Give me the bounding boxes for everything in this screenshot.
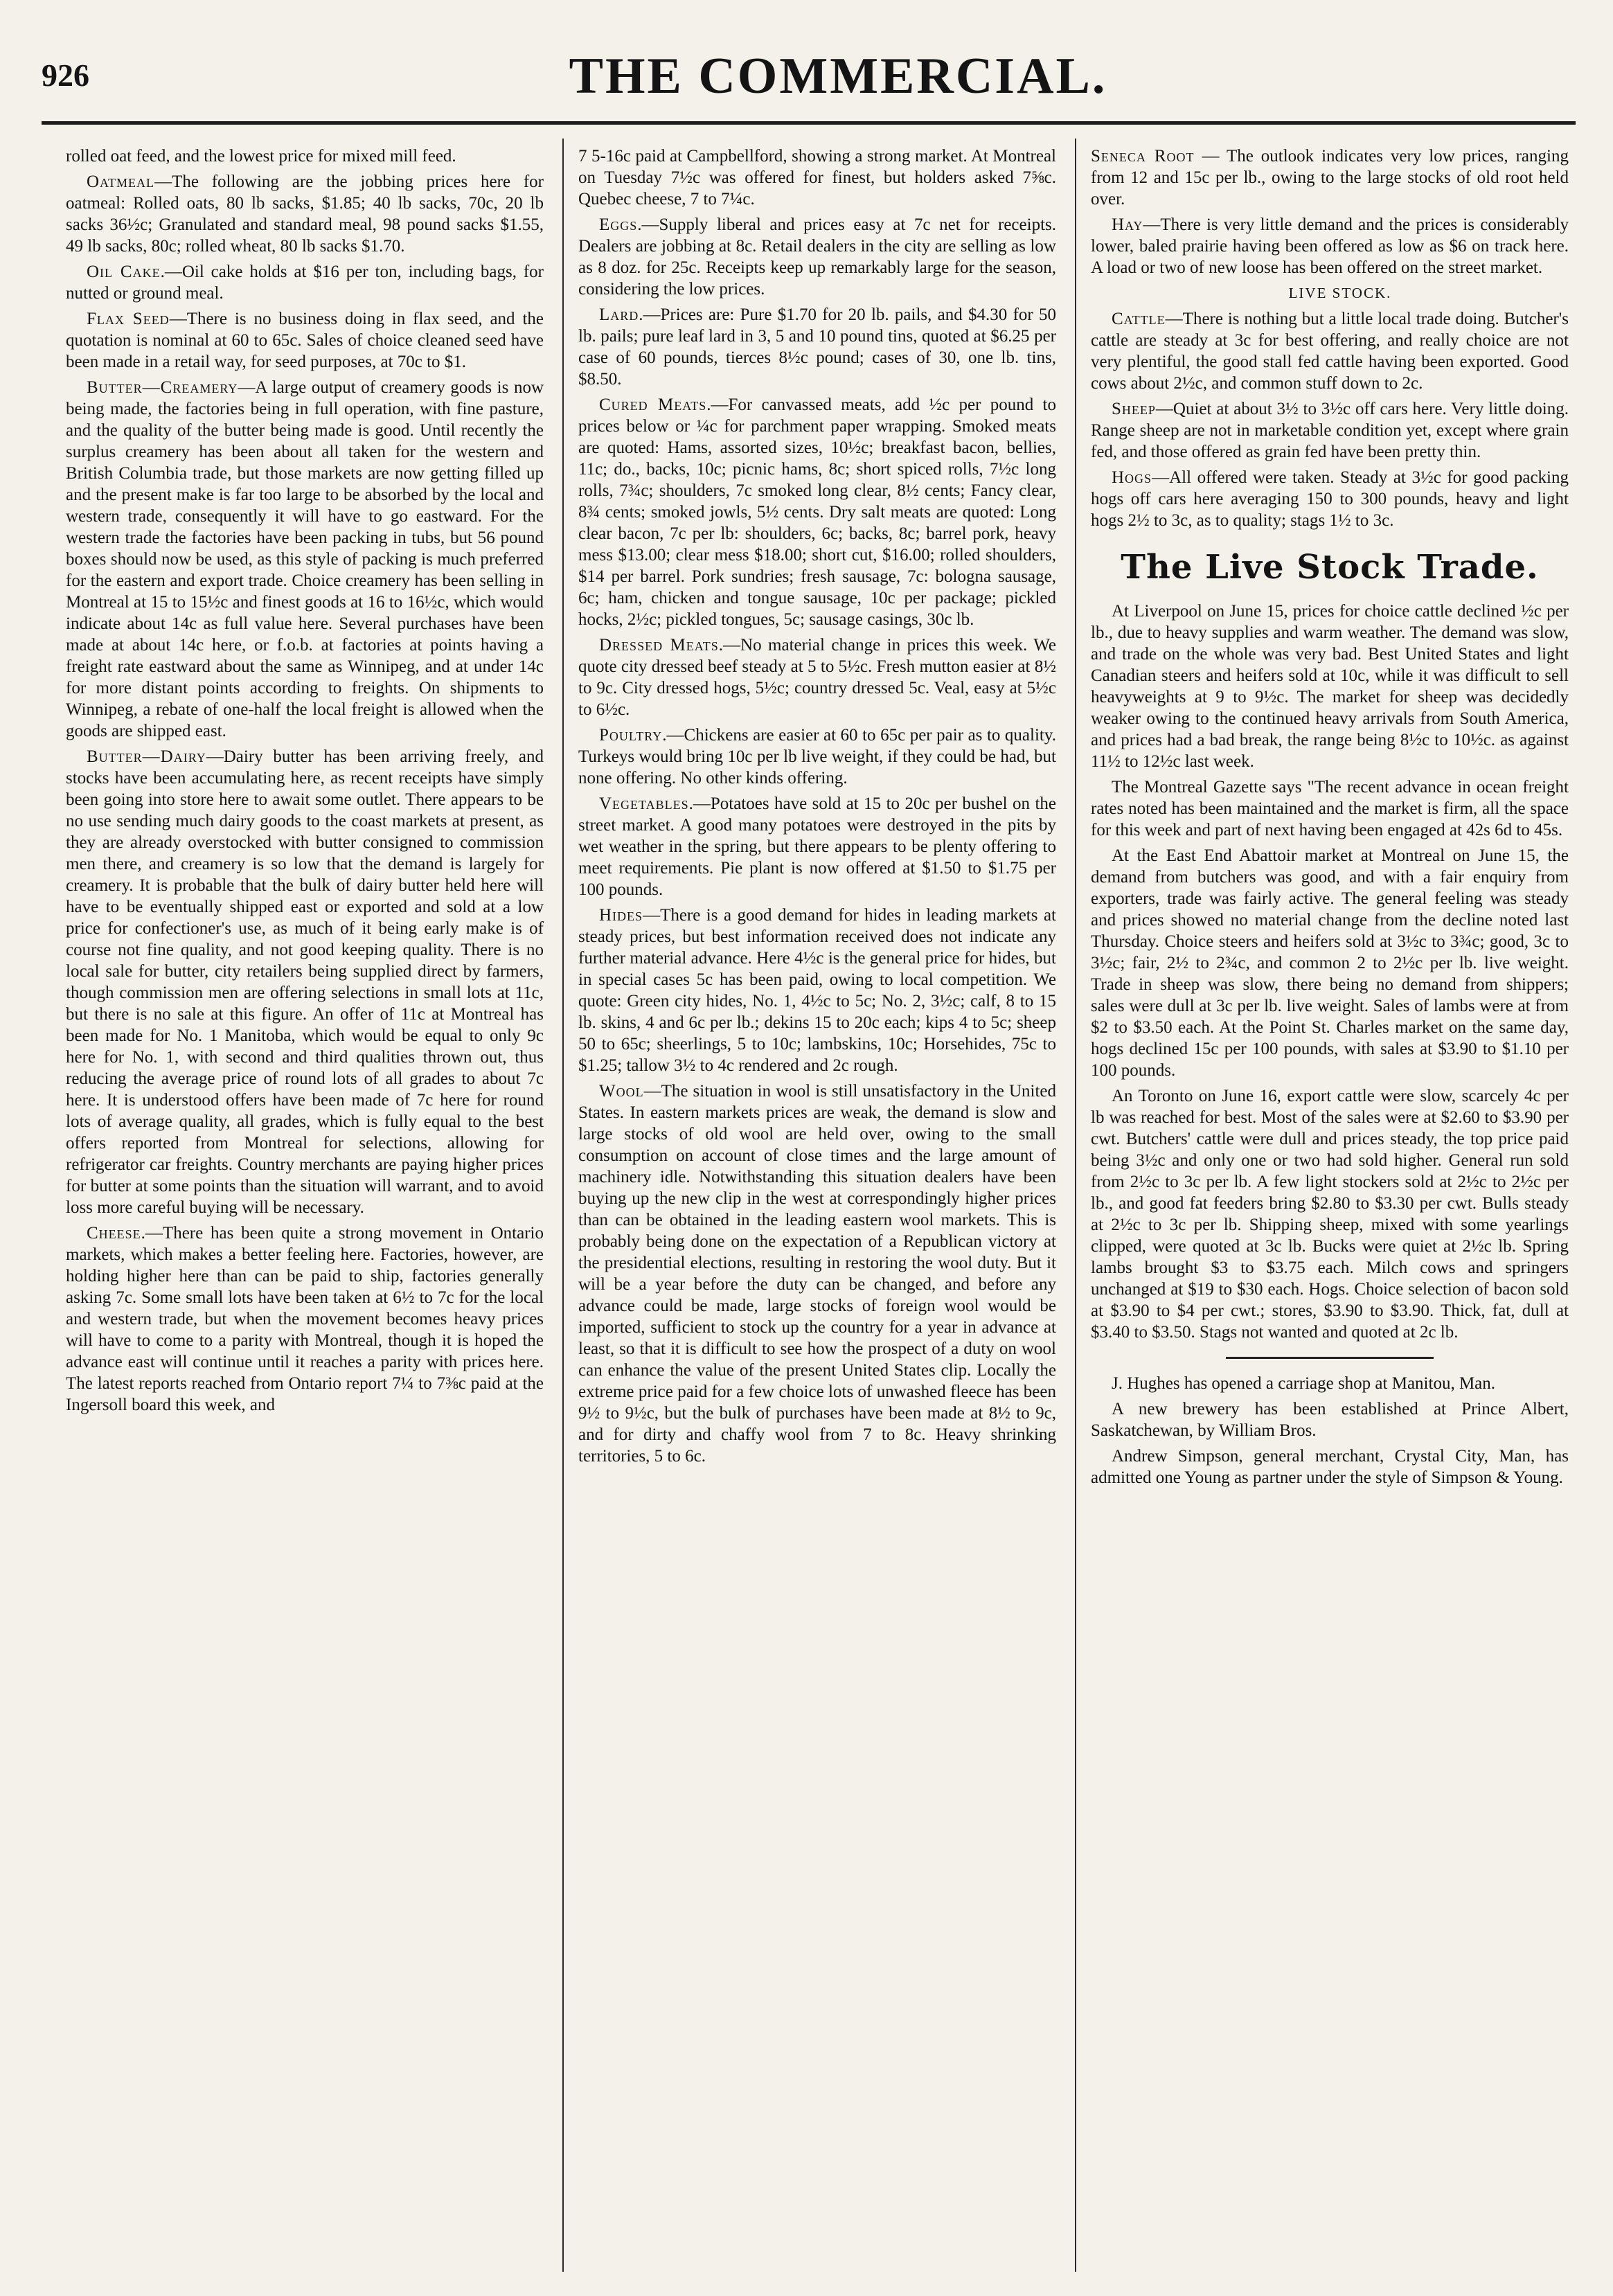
page-header (42, 47, 1565, 109)
section-heading: Dressed Meats (599, 636, 719, 655)
article-cheese (66, 1222, 544, 1416)
section-body: —Dairy butter has been arriving freely, and stocks have been accumulating here, as recent receipts have simply been going into store here to await some outlet. There appears to be no use sending much dairy goods to the coast markets at present, as they are already overstocked with butter consigned to commission men there, and creamery is so low that the demand is largely for creamery. It is probable that the bulk of dairy butter held here will have to be eventually shipped east or exported and sold at a low price for confectioner's use, as much of it being early make is of course not fine quality, and not good keeping quality. There is no local sale for butter, city retailers being supplied direct by farmers, though commission men are offering selections in small lots at 11c, but there is no sale at this figure. An offer of 11c at Montreal has been made for No. 1 Manitoba, which would be equal to only 9c here for No. 1, with second and third qualities thrown out, thus reducing the average price of round lots of all grades to about 7c here. It is understood offers have been made of 7c here for round lots of average quality, all grades, which is fully equal to the best offers reported from Montreal for selections, allowing for refrigerator car freights. Country merchants are paying higher prices for butter at some points than the situation will warrant, and to avoid loss more careful buying will be necessary. (66, 747, 544, 1217)
page-number: 926 (42, 57, 89, 93)
article-poultry (578, 724, 1056, 789)
notices (1091, 1373, 1569, 1488)
article-eggs (578, 214, 1056, 300)
column-1 (66, 145, 544, 2265)
article-hay (1091, 214, 1569, 278)
column-3 (1091, 145, 1569, 2265)
section-body: —There is no business doing in flax seed, and the quotation is nominal at 60 to 65c. Sales of choice cleaned seed have been made in a retail way, for seed purposes, at 70c to $1. (66, 310, 544, 371)
article-seneca-root (1091, 145, 1569, 210)
column-2 (578, 145, 1056, 2265)
article-wool (578, 1080, 1056, 1467)
section-heading: Oatmeal (87, 172, 155, 191)
section-heading: Hides (599, 906, 643, 925)
live-stock-heading: LIVE STOCK. (1288, 285, 1392, 301)
header-rule (42, 121, 1576, 125)
section-heading: Eggs (599, 215, 638, 234)
section-heading: Cattle (1112, 310, 1166, 328)
section-body: .—Supply liberal and prices easy at 7c net for receipts. Dealers are jobbing at 8c. Retail dealers in the city are selling as low as 8 doz. for 25c. Receipts keep up remarkably large for the season, considering the low prices. (578, 215, 1056, 299)
paragraph: At Liverpool on June 15, prices for choice cattle declined ½c per lb., due to heavy supplies and warm weather. The demand was slow, and trade on the whole was very bad. Best United States and light Canadian steers and heifers sold at 10c, while it was difficult to sell heavyweights at 9 to 9½c. The market for sheep was decidedly weaker owing to the continued heavy arrivals from South America, and prices had a bad break, the range being 8½c to 10½c. as against 11½ to 12½c last week. (1091, 602, 1569, 771)
paragraph: rolled oat feed, and the lowest price for mixed mill feed. (66, 147, 456, 166)
article-butter-creamery (66, 377, 544, 742)
column-divider-1 (562, 139, 564, 2272)
section-body: .—For canvassed meats, add ½c per pound to prices below or ¼c for parchment paper wrapping. Smoked meats are quoted: Hams, assorted sizes, 10½c; breakfast bacon, bellies, 11c; do., backs, 10c; picnic hams, 8c; short spiced rolls, 7½c long rolls, 7¾c; shoulders, 7c smoked long clear, 8½ cents; Fancy clear, 8¾ cents; smoked jowls, 5½ cents. Dry salt meats are quoted: Long clear bacon, 7c per lb: shoulders, 6c; backs, 8c; barrel pork, heavy mess $13.00; clear mess $18.00; short cut, $16.00; rolled shoulders, $14 per barrel. Pork sundries; fresh sausage, 7c: bologna sausage, 6c; ham, chicken and tongue sausage, 10c per package; pickled hocks, 2½c; pickled tongues, 5c; sausage casings, 30c lb. (578, 395, 1056, 629)
article-dressed-meats (578, 634, 1056, 720)
section-body: .—Potatoes have sold at 15 to 20c per bushel on the street market. A good many potatoes were destroyed in the pits by wet weather in the spring, but there appears to be plenty offering to meet requirements. Pie plant is now offered at $1.50 to $1.75 per 100 pounds. (578, 794, 1056, 899)
section-body: .—Prices are: Pure $1.70 for 20 lb. pails, and $4.30 for 50 lb. pails; pure leaf lard in 3, 5 and 10 pound tins, quoted at $6.25 per case of 60 pounds, tierces 8½c pound; cases of 30, one lb. tins, $8.50. (578, 305, 1056, 389)
paragraph: The Montreal Gazette says "The recent advance in ocean freight rates noted has been maintained and the market is firm, all the space for this week and part of next having been engaged at 42s 6d to 45s. (1091, 778, 1569, 839)
section-body: —Quiet at about 3½ to 3½c off cars here. Very little doing. Range sheep are not in marketable condition yet, except where grain fed, and those offered as grain fed have been pretty thin. (1091, 400, 1569, 461)
article-oatmeal (66, 171, 544, 257)
section-heading: Oil Cake (87, 262, 161, 281)
article-flax-seed (66, 308, 544, 373)
notice-item: Andrew Simpson, general merchant, Crystal City, Man, has admitted one Young as partner under the style of Simpson & Young. (1091, 1447, 1569, 1487)
article-sheep (1091, 398, 1569, 463)
section-body: —There is very little demand and the prices is considerably lower, baled prairie having been offered as low as $6 on track here. A load or two of new loose has been offered on the street market. (1091, 215, 1569, 277)
section-heading: Butter—Creamery (87, 378, 238, 397)
section-heading: Butter—Dairy (87, 747, 206, 766)
paragraph: At the East End Abattoir market at Montreal on June 15, the demand from butchers was good, and with a fair enquiry from exporters, trade was fairly active. The general feeling was steady and prices showed no material change from the decline noted last Thursday. Choice steers and heifers sold at 3½c to 3¾c; good, 3c to 3½c; fair, 2½ to 2¾c, and common 2 to 2½c per lb. live weight. Trade in sheep was slow, there being no demand from shippers; sales were dull at 3c per lb. live weight. Sales of lambs were at from $2 to $3.50 each. At the Point St. Charles market on the same day, hogs declined 15c per 100 pounds, with sales at $3.90 to $1.10 per 100 pounds. (1091, 846, 1569, 1080)
section-heading: Hay (1112, 215, 1143, 234)
section-heading: Cheese (87, 1224, 141, 1243)
section-body: —The situation in wool is still unsatisfactory in the United States. In eastern markets prices are weak, the demand is slow and large stocks of old wool are held over, owing to the small consumption on account of close times and the large amount of machinery idle. Notwithstanding this situation dealers have been buying up the new clip in the west at correspondingly higher prices than can be obtained in the leading eastern wool markets. This is probably being done on the expectation of a Republican victory at the presidential elections, resulting in restoring the wool duty. But it will be a year before the duty can be changed, and before any advance could be made, large stocks of foreign wool would be imported, sufficient to stock up the country for a year in advance at least, so that it is difficult to see how the prospect of a duty on wool can enhance the value of the present United States clip. Locally the extreme price paid for a few choice lots of unwashed fleece has been 9½ to 9½c, but the bulk of purchases have been made at 8½ to 9c, and for dirty and chaffy wool from 7 to 8c. Heavy shrinking territories, 5 to 6c. (578, 1082, 1056, 1466)
section-body: .—There has been quite a strong movement in Ontario markets, which makes a better feeling here. Factories, however, are holding higher here than can be paid to ship, factories generally asking 7c. Some small lots have been taken at 6½ to 7c for the local and western trade, but when the movement becomes heavy prices will have to come to a parity with Montreal, though it is hoped the advance east will continue until it reaches a parity with prices here. The latest reports reached from Ontario report 7¼ to 7⅜c paid at the Ingersoll board this week, and (66, 1224, 544, 1414)
section-body: —The following are the jobbing prices here for oatmeal: Rolled oats, 80 lb sacks, $1.85; 40 lb sacks, 70c, 20 lb sacks 36½c; Granulated and standard meal, 98 pound sacks $1.55, 49 lb sacks, 80c; rolled wheat, 80 lb sacks $1.70. (66, 172, 544, 256)
section-heading: Cured Meats (599, 395, 707, 414)
article-vegetables (578, 793, 1056, 900)
article-cattle (1091, 308, 1569, 394)
section-heading: Sheep (1112, 400, 1156, 418)
paragraph: An Toronto on June 16, export cattle were slow, scarcely 4c per lb was reached for best. Most of the sales were at $2.60 to $3.90 per cwt. Butchers' cattle were dull and prices steady, the top price paid being 3½c and only one or two had sold higher. General run sold from 2½c to 3c per lb. A few light stockers sold at 2½c to 2½c per lb., and good fat feeders bring $2.80 to $3.30 per cwt. Bulls steady at 2½c to 3c per lb. Shipping sheep, mixed with some yearlings clipped, were quoted at 3c lb. Bucks were quiet at 2½c lb. Spring lambs brought $3 to $3.75 each. Milch cows and springers unchanged at $19 to $30 each. Hogs. Choice selection of bacon sold at $3.90 to $4 per cwt.; stores, $3.90 to $3.90. Thick, fat, dull at $3.40 to $3.50. Stags not wanted and quoted at 2c lb. (1091, 1087, 1569, 1342)
section-heading: Hogs (1112, 468, 1152, 487)
section-heading: Vegetables (599, 794, 689, 813)
section-heading: Seneca Root (1091, 147, 1195, 166)
column-divider-2 (1075, 139, 1076, 2272)
divider-rule (1226, 1357, 1434, 1359)
article-hides (578, 905, 1056, 1076)
live-stock-trade-headline: The Live Stock Trade. (1121, 548, 1539, 587)
article-hogs (1091, 467, 1569, 531)
section-body: —There is nothing but a little local trade doing. Butcher's cattle are steady at 3c for best offering, and really choice are not very plentiful, the good stall fed cattle having been exported. Good cows about 2½c, and common stuff down to 2c. (1091, 310, 1569, 393)
notice-item: A new brewery has been established at Prince Albert, Saskatchewan, by William Bros. (1091, 1400, 1569, 1440)
section-body: .—Chickens are easier at 60 to 65c per pair as to quality. Turkeys would bring 10c per lb live weight, if they could be had, but none offering. No other kinds offering. (578, 726, 1056, 787)
section-body: —There is a good demand for hides in leading markets at steady prices, but best information received does not indicate any further material advance. Here 4½c is the general price for hides, but in special cases 5c has been paid, owing to local competition. We quote: Green city hides, No. 1, 4½c to 5c; No. 2, 3½c; calf, 8 to 15 lb. skins, 4 and 6c per lb.; dekins 15 to 20c each; kips 4 to 5c; sheep 50 to 65c; sheerlings, 5 to 10c; lambskins, 10c; Horsehides, 75c to $1.25; tallow 3½ to 4c rendered and 2c rough. (578, 906, 1056, 1075)
section-body: — The outlook indicates very low prices, ranging from 12 and 15c per lb., owing to the large stocks of old root held over. (1091, 147, 1569, 208)
section-body: —A large output of creamery goods is now being made, the factories being in full operation, with fine pasture, and the quality of the butter being made is good. Until recently the surplus creamery has been about all taken for the western and British Columbia trade, but those markets are now getting filled up and the present make is far too large to be absorbed by the local and western trade, consequently it will have to go eastward. For the western trade the factories have been packing in tubs, but 56 pound boxes should now be used, as this style of packing is much preferred for the eastern and export trade. Choice creamery has been selling in Montreal at 15 to 15½c and finest goods at 16 to 16½c, which would indicate about 14c as full value here. Several purchases have been made at about 14c here, or f.o.b. at factories at points having a freight rate eastward about the same as Winnipeg, and at under 14c for more distant points according to freights. On shipments to Winnipeg, a rebate of one-half the local freight is allowed when the goods are shipped east. (66, 378, 544, 740)
section-heading: Poultry (599, 726, 663, 745)
section-heading: Wool (599, 1082, 644, 1101)
section-body: —All offered were taken. Steady at 3½c for good packing hogs off cars here averaging 150 to 300 pounds, heavy and light hogs 2½ to 3c, as to quality; stags 1½ to 3c. (1091, 468, 1569, 530)
article-butter-dairy (66, 746, 544, 1218)
section-body: .—Oil cake holds at $16 per ton, including bags, for nutted or ground meal. (66, 262, 544, 303)
article-lard (578, 304, 1056, 390)
paragraph: 7 5-16c paid at Campbellford, showing a strong market. At Montreal on Tuesday 7½c was offered for finest, but holders asked 7⅝c. Quebec cheese, 7 to 7¼c. (578, 147, 1056, 208)
section-body: .—No material change in prices this week. We quote city dressed beef steady at 5 to 5½c. Fresh mutton easier at 8½ to 9c. City dressed hogs, 5½c; country dressed 5c. Veal, easy at 5½c to 6½c. (578, 636, 1056, 719)
section-heading: Lard (599, 305, 639, 324)
notice-item: J. Hughes has opened a carriage shop at Manitou, Man. (1112, 1374, 1496, 1393)
section-heading: Flax Seed (87, 310, 170, 328)
article-oil-cake (66, 261, 544, 304)
article-cured-meats (578, 394, 1056, 630)
newspaper-title: THE COMMERCIAL. (569, 48, 1107, 105)
